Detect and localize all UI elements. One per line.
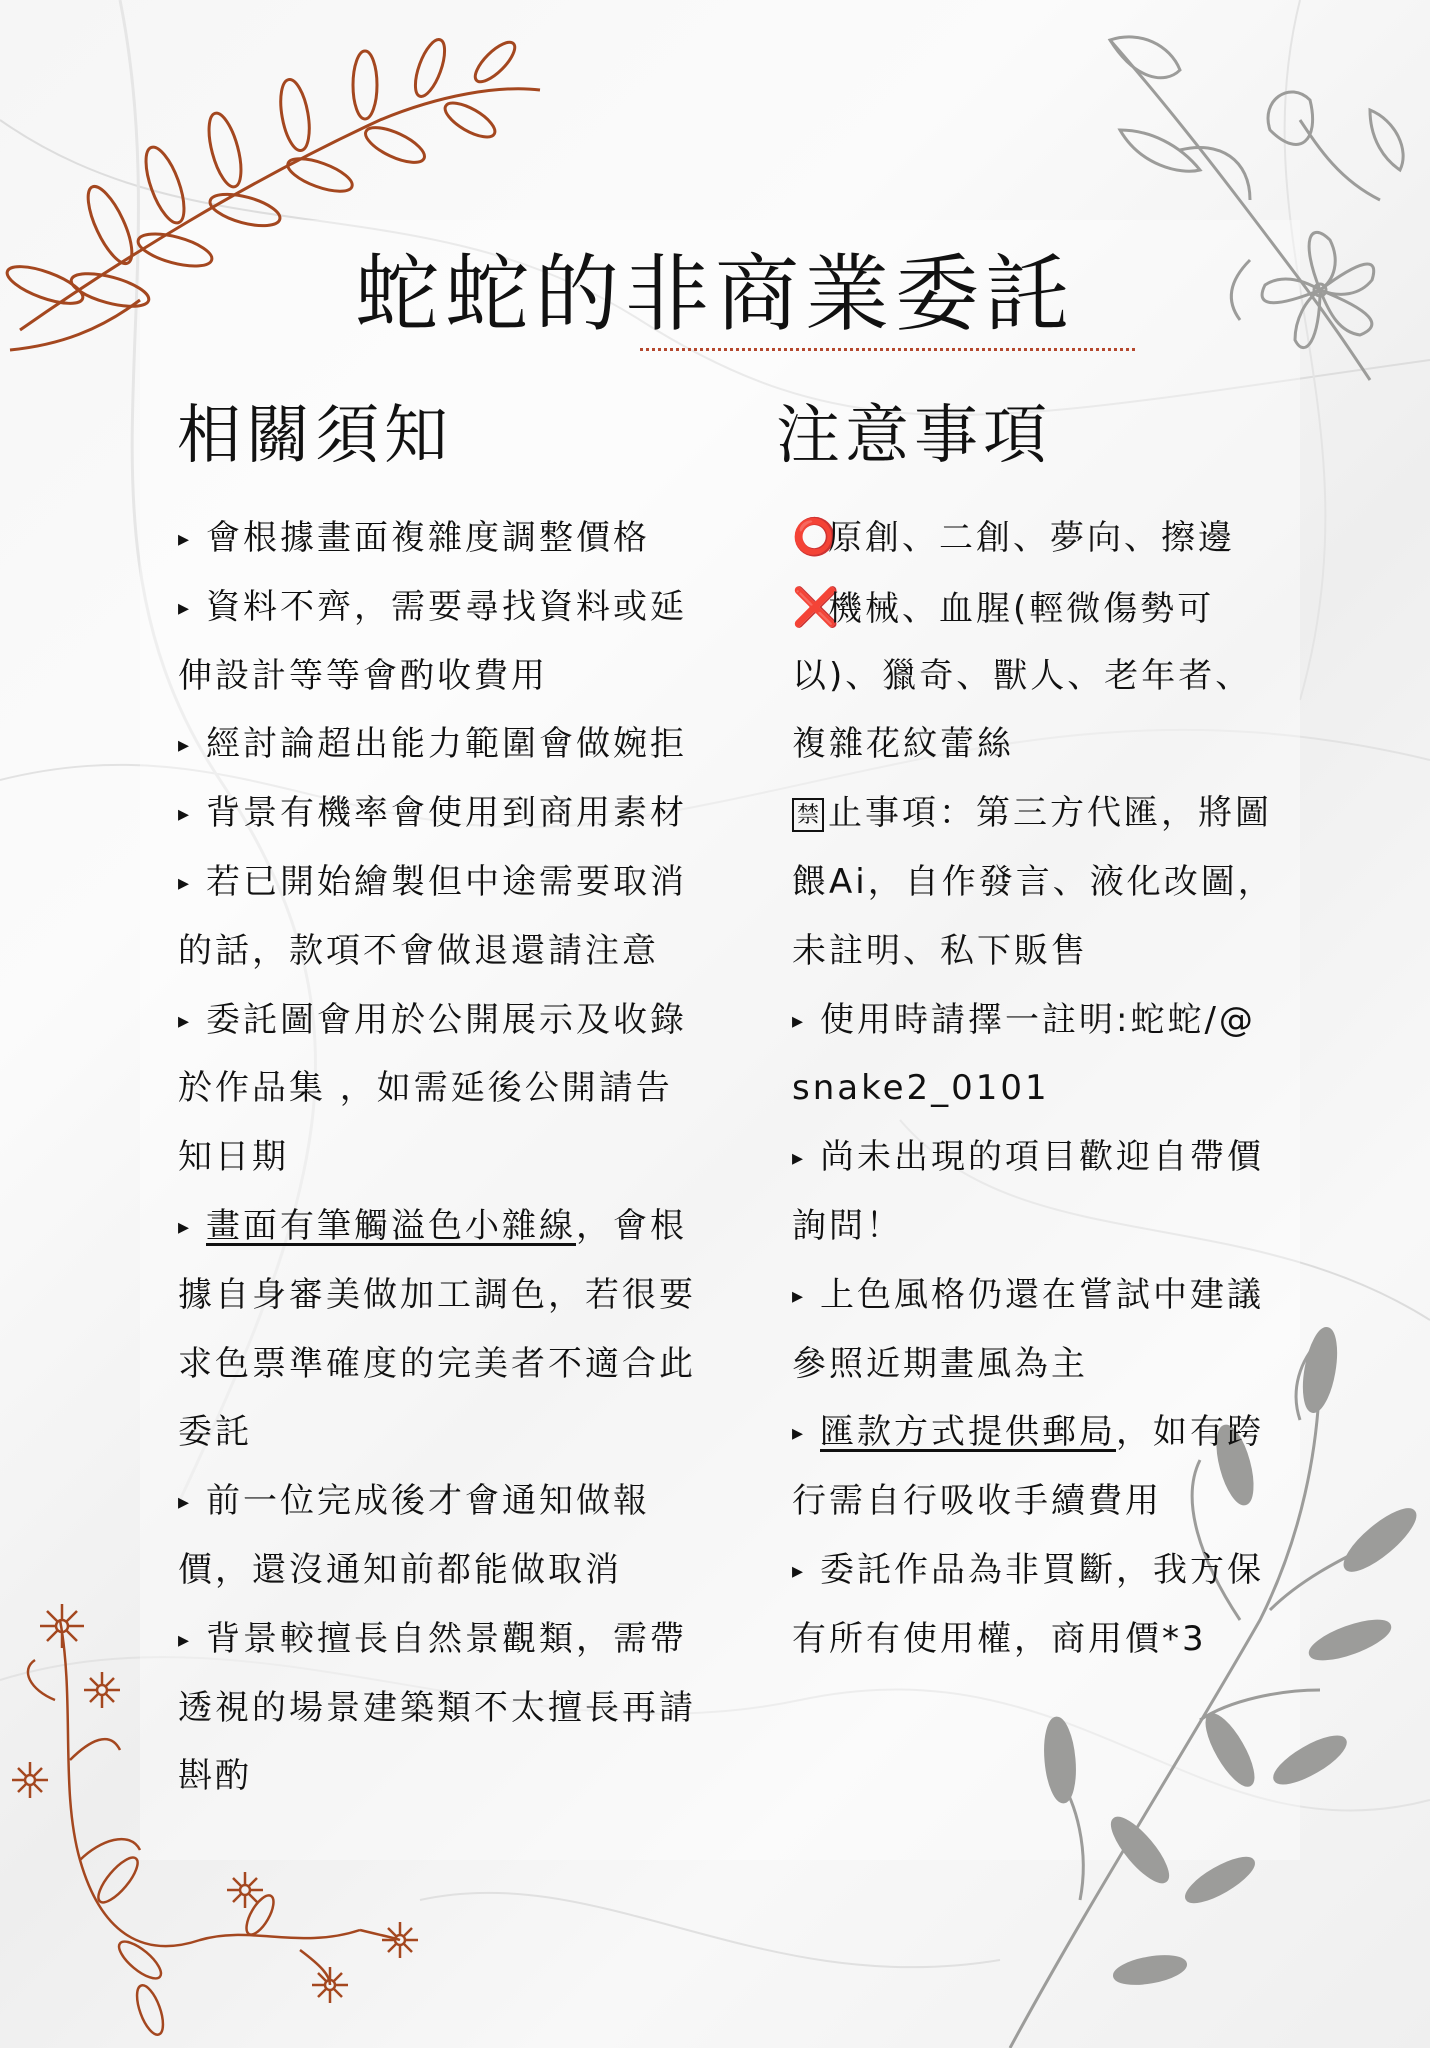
list-item: ▸ 使用時請擇一註明:蛇蛇/@ xyxy=(792,986,1312,1055)
bullet-icon: ▸ xyxy=(178,595,190,621)
left-column-heading: 相關須知 xyxy=(177,399,453,473)
page-title: 蛇蛇的非商業委託 xyxy=(354,245,1075,343)
underlined-text: 匯款方式提供郵局 xyxy=(820,1412,1116,1453)
refused-item: ❌機械、血腥(輕微傷勢可 xyxy=(792,573,1312,642)
list-item: ▸ 前一位完成後才會通知做報 xyxy=(178,1467,738,1536)
allowed-item: ⭕原創、二創、夢向、擦邊 xyxy=(792,504,1312,573)
list-item: ▸ 會根據畫面複雜度調整價格 xyxy=(178,504,738,573)
bullet-icon: ▸ xyxy=(178,1627,190,1653)
bullet-icon: ▸ xyxy=(178,1490,190,1516)
circle-mark-icon: ⭕ xyxy=(792,517,840,558)
forbidden-item: 禁 止事項：第三方代匯，將圖 xyxy=(792,779,1312,848)
list-item: ▸ 背景較擅長自然景觀類，需帶 xyxy=(178,1605,738,1674)
bullet-icon: ▸ xyxy=(178,802,190,828)
list-item: ▸ 資料不齊，需要尋找資料或延 xyxy=(178,573,738,642)
bullet-icon: ▸ xyxy=(792,1421,804,1447)
list-item: ▸ 背景有機率會使用到商用素材 xyxy=(178,779,738,848)
title-underline xyxy=(640,348,1135,351)
list-item: ▸ 上色風格仍還在嘗試中建議 xyxy=(792,1261,1312,1330)
list-item: ▸ 委託作品為非買斷，我方保 xyxy=(792,1536,1312,1605)
bullet-icon: ▸ xyxy=(178,527,190,552)
bullet-icon: ▸ xyxy=(178,1008,190,1034)
left-column: ▸ 會根據畫面複雜度調整價格 ▸ 資料不齊，需要尋找資料或延 伸設計等等會酌收費用 ▸ 經討論超出能力範圍會做婉拒 ▸ 背景有機率會使用到商用素材 ▸ 若已開始繪製但中途需要取消 的話，款項不會做退還請注意 ▸ 委託圖會用於公開展示及收錄 於作品集 ，如需延後公開請告 知日期 ▸ 畫面有筆觸溢色小雜線，會根 據自身審美做加工調色，若很要 求色票準確度的完美者不適合此 委託 ▸ 前一位完成後才會通知做報 價，還沒通知前都能做取消 ▸ 背景較擅長自然景觀類，需帶 透視的場景建築類不太擅長再請 斟酌 xyxy=(178,504,738,1811)
bullet-icon: ▸ xyxy=(792,1283,804,1309)
list-item: ▸ 經討論超出能力範圍會做婉拒 xyxy=(178,710,738,779)
bullet-icon: ▸ xyxy=(178,733,190,759)
right-column-heading: 注意事項 xyxy=(776,399,1052,473)
list-item: ▸ 若已開始繪製但中途需要取消 xyxy=(178,848,738,917)
right-column: ⭕原創、二創、夢向、擦邊 ❌機械、血腥(輕微傷勢可 以)、獵奇、獸人、老年者、 複雜花紋蕾絲 禁 止事項：第三方代匯，將圖 餵Ai，自作發言、液化改圖， 未註明、私下販售 ▸ 使用時請擇一註明:蛇蛇/@ snake2_0101 ▸ 尚未出現的項目歡迎自帶價 詢問！ ▸ 上色風格仍還在嘗試中建議 參照近期畫風為主 ▸ 匯款方式提供郵局，如有跨 行需自行吸收手續費用 ▸ 委託作品為非買斷，我方保 有所有使用權，商用價*3 xyxy=(792,504,1312,1674)
list-item: ▸ 匯款方式提供郵局，如有跨 xyxy=(792,1398,1312,1467)
forbidden-mark-icon: 禁 xyxy=(792,798,824,832)
list-item: ▸ 委託圖會用於公開展示及收錄 xyxy=(178,986,738,1055)
list-item: ▸ 尚未出現的項目歡迎自帶價 xyxy=(792,1123,1312,1192)
bullet-icon: ▸ xyxy=(178,1214,190,1240)
bullet-icon: ▸ xyxy=(792,1146,804,1172)
bullet-icon: ▸ xyxy=(792,1008,804,1034)
underlined-text: 畫面有筆觸溢色小雜線 xyxy=(206,1205,576,1246)
bullet-icon: ▸ xyxy=(792,1558,804,1584)
cross-mark-icon: ❌ xyxy=(792,584,843,629)
bullet-icon: ▸ xyxy=(178,870,190,896)
list-item: ▸ 畫面有筆觸溢色小雜線，會根 xyxy=(178,1192,738,1261)
